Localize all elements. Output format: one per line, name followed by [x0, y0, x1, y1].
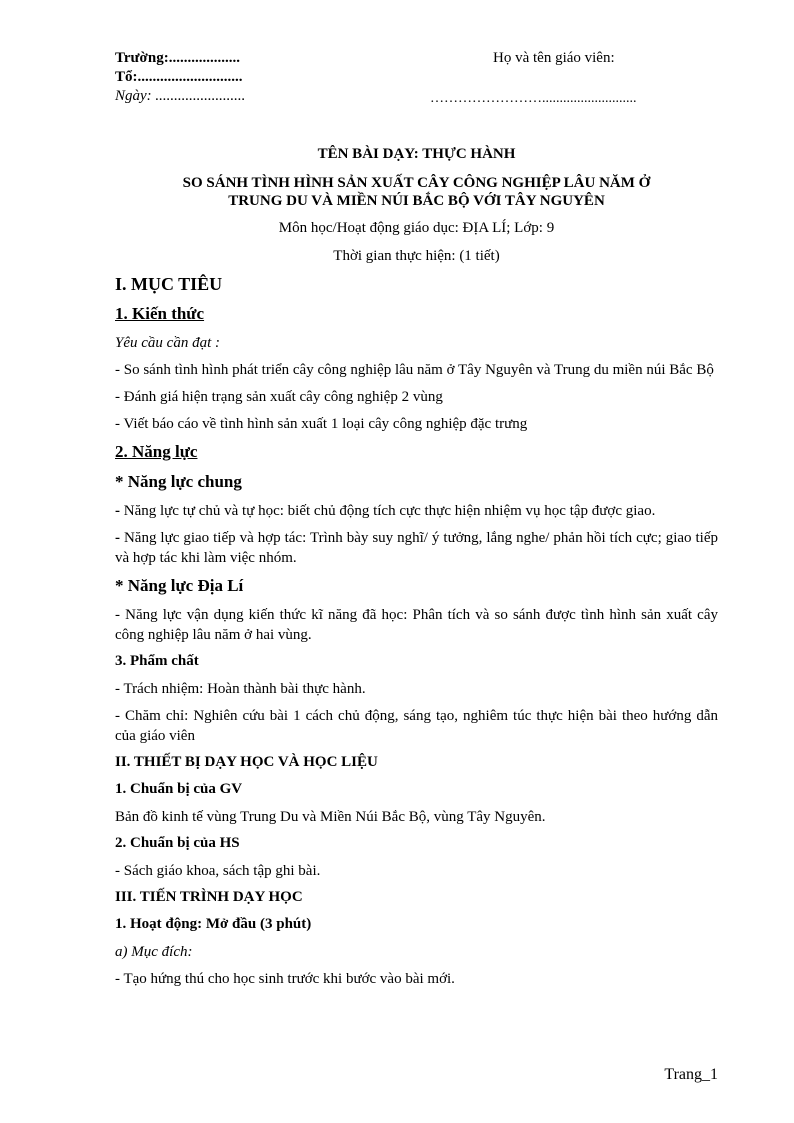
- bullet-dash: -: [115, 503, 120, 519]
- date-field: Ngày: ........................: [115, 88, 246, 104]
- general-competence-item: [115, 528, 718, 568]
- lesson-topic-line2: TRUNG DU VÀ MIỀN NÚI BẮC BỘ VỚI TÂY NGUYÊN: [228, 193, 605, 209]
- teacher-prep-text: Bản đồ kinh tế vùng Trung Du và Miền Núi Bắc Bộ, vùng Tây Nguyên.: [115, 809, 546, 825]
- quality-item: - Trách nhiệm: Hoàn thành bài thực hành.: [115, 681, 366, 697]
- geography-competence-heading: * Năng lực Địa Lí: [115, 576, 244, 595]
- general-competence-item: [115, 501, 718, 521]
- competence-heading: 2. Năng lực: [115, 442, 198, 461]
- knowledge-heading: 1. Kiến thức: [115, 304, 205, 323]
- teacher-prep-heading: 1. Chuẩn bị của GV: [115, 781, 243, 797]
- group-field: Tổ:............................: [115, 69, 243, 85]
- item-text: Năng lực tự chủ và tự học: biết chủ động tích cực thực hiện nhiệm vụ học tập được giao.: [120, 503, 656, 519]
- school-field: Trường:...................: [115, 50, 240, 66]
- activity-heading: 1. Hoạt động: Mở đầu (3 phút): [115, 916, 312, 932]
- lesson-topic-line1: SO SÁNH TÌNH HÌNH SẢN XUẤT CÂY CÔNG NGHIỆP LÂU NĂM Ở: [182, 175, 651, 191]
- purpose-label: a) Mục đích:: [115, 944, 193, 960]
- general-competence-heading: * Năng lực chung: [115, 472, 242, 491]
- duration-line: Thời gian thực hiện: (1 tiết): [333, 248, 500, 264]
- geography-competence-item: - Năng lực vận dụng kiến thức kĩ năng đã học: Phân tích và so sánh được tình hình sản xuất cây công nghiệp lâu năm ở hai vùng.: [115, 607, 718, 643]
- page-number: Trang_1: [664, 1066, 718, 1083]
- purpose-text: - Tạo hứng thú cho học sinh trước khi bước vào bài mới.: [115, 971, 455, 987]
- header-left: [115, 49, 245, 106]
- section-process-heading: III. TIẾN TRÌNH DẠY HỌC: [115, 889, 303, 905]
- bullet-dash: -: [115, 530, 120, 546]
- item-text: Năng lực giao tiếp và hợp tác: Trình bày suy nghĩ/ ý tưởng, lắng nghe/ phản hồi tích cực; giao tiếp và hợp tác khi làm việc nhóm.: [115, 530, 718, 566]
- subject-line: Môn học/Hoạt động giáo dục: ĐỊA LÍ; Lớp: 9: [278, 220, 555, 236]
- teacher-name-dots: ……………………...........................: [430, 91, 637, 106]
- lesson-topic: [115, 174, 718, 210]
- knowledge-item: - Đánh giá hiện trạng sản xuất cây công nghiệp 2 vùng: [115, 389, 443, 405]
- knowledge-item: - Viết báo cáo về tình hình sản xuất 1 loại cây công nghiệp đặc trưng: [115, 416, 528, 432]
- section-equipment-heading: II. THIẾT BỊ DẠY HỌC VÀ HỌC LIỆU: [115, 754, 378, 770]
- qualities-heading: 3. Phẩm chất: [115, 653, 199, 669]
- section-objectives-heading: I. MỤC TIÊU: [115, 274, 223, 294]
- student-prep-heading: 2. Chuẩn bị của HS: [115, 835, 240, 851]
- student-prep-text: - Sách giáo khoa, sách tập ghi bài.: [115, 863, 321, 879]
- document-body: [115, 273, 718, 996]
- knowledge-requirement: Yêu cầu cần đạt :: [115, 335, 220, 351]
- teacher-label: Họ và tên giáo viên:: [493, 50, 615, 66]
- quality-item: - Chăm chỉ: Nghiên cứu bài 1 cách chủ động, sáng tạo, nghiêm túc thực hiện bài theo hướng dẫn của giáo viên: [115, 708, 718, 744]
- document-page: [115, 0, 718, 1123]
- knowledge-item: - So sánh tình hình phát triển cây công nghiệp lâu năm ở Tây Nguyên và Trung du miền núi Bắc Bộ: [115, 362, 714, 378]
- lesson-title: TÊN BÀI DẠY: THỰC HÀNH: [317, 146, 516, 162]
